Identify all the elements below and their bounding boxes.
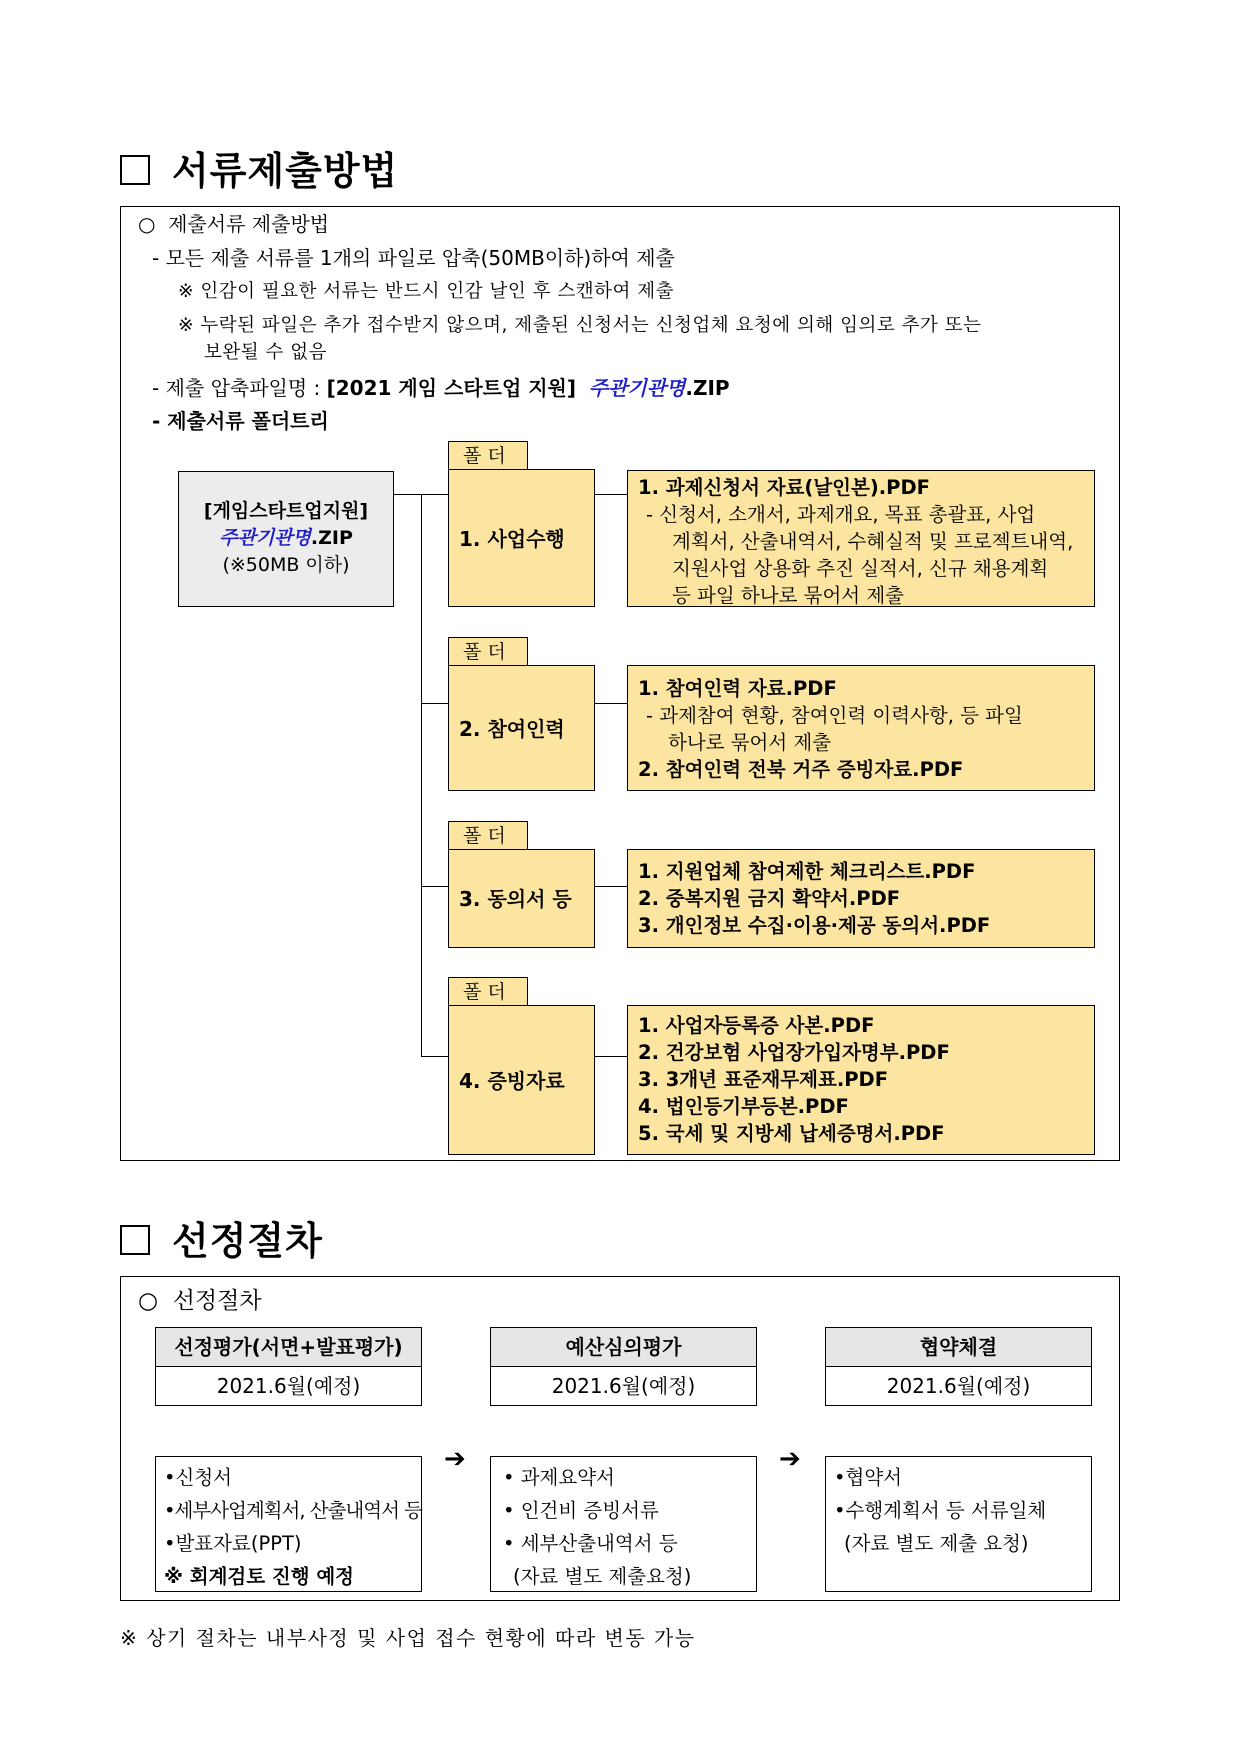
folder-file-connector-4 xyxy=(595,1056,627,1057)
doc-note: ※ 회계검토 진행 예정 xyxy=(164,1565,355,1588)
arrow-right-icon: ➔ xyxy=(779,1444,801,1474)
doc-item: • 과제요약서 xyxy=(503,1466,615,1489)
file-item: 1. 참여인력 자료.PDF xyxy=(638,677,837,700)
file-item: 4. 법인등기부등본.PDF xyxy=(638,1095,849,1118)
section-title-selection xyxy=(120,1210,323,1265)
folder-file-connector-3 xyxy=(595,886,627,887)
doc-item: • 세부산출내역서 등 xyxy=(503,1532,678,1555)
branch-connector-3 xyxy=(421,886,448,887)
stage-docs-evaluation xyxy=(155,1456,422,1592)
zip-filename-line: - 제출 압축파일명 : [2021 게임 스타트업 지원] 주관기관명.ZIP xyxy=(152,376,730,400)
folder-file-connector-1 xyxy=(595,494,627,495)
file-item: 5. 국세 및 지방세 납세증명서.PDF xyxy=(638,1122,945,1145)
file-item: 2. 참여인력 전북 거주 증빙자료.PDF xyxy=(638,758,964,781)
tree-trunk-line xyxy=(421,494,422,1056)
checkbox-square-icon xyxy=(120,155,150,185)
doc-item: •신청서 xyxy=(164,1466,233,1489)
note-missing-files: ※ 누락된 파일은 추가 접수받지 않으며, 제출된 신청서는 신청업체 요청에 의해 임의로 추가 또는 xyxy=(178,315,982,336)
file-desc: - 신청서, 소개서, 과제개요, 목표 총괄표, 사업 xyxy=(646,503,1036,526)
files-evidence xyxy=(627,1005,1095,1155)
selection-heading: ○ 선정절차 xyxy=(138,1288,262,1314)
file-item: 2. 중복지원 금지 확약서.PDF xyxy=(638,887,901,910)
note-missing-files-cont: 보완될 수 없음 xyxy=(204,342,327,363)
files-consent xyxy=(627,849,1095,948)
branch-connector-2 xyxy=(421,703,448,704)
folder-tab: 폴 더 xyxy=(448,977,528,1007)
folder-tree-label: - 제출서류 폴더트리 xyxy=(152,409,329,433)
arrow-right-icon: ➔ xyxy=(444,1444,466,1474)
doc-note: (자료 별도 제출 요청) xyxy=(844,1532,1029,1555)
file-item: 1. 사업자등록증 사본.PDF xyxy=(638,1014,875,1037)
stage-header-budget: 예산심의평가 xyxy=(490,1327,757,1367)
file-item: 2. 건강보험 사업장가입자명부.PDF xyxy=(638,1041,950,1064)
folder-evidence: 4. 증빙자료 xyxy=(448,1005,595,1155)
stage-docs-budget xyxy=(490,1456,757,1592)
doc-item: •발표자료(PPT) xyxy=(164,1532,302,1555)
file-desc: 계획서, 산출내역서, 수혜실적 및 프로젝트내역, xyxy=(672,530,1074,553)
checkbox-square-icon xyxy=(120,1225,150,1255)
stage-docs-agreement xyxy=(825,1456,1092,1592)
section-title-text: 서류제출방법 xyxy=(172,149,399,193)
file-desc: 지원사업 상용화 추진 실적서, 신규 채용계획 xyxy=(672,557,1049,580)
selection-footnote: ※ 상기 절차는 내부사정 및 사업 접수 현황에 따라 변동 가능 xyxy=(120,1626,696,1650)
file-item: 1. 과제신청서 자료(날인본).PDF xyxy=(638,476,930,499)
stage-header-evaluation: 선정평가(서면+발표평가) xyxy=(155,1327,422,1367)
folder-business: 1. 사업수행 xyxy=(448,469,595,607)
folder-consent: 3. 동의서 등 xyxy=(448,849,595,948)
doc-item: •협약서 xyxy=(834,1466,903,1489)
section-title-text: 선정절차 xyxy=(172,1219,323,1263)
section-title-submission xyxy=(120,140,398,195)
file-item: 3. 3개년 표준재무제표.PDF xyxy=(638,1068,889,1091)
branch-connector-4 xyxy=(421,1056,448,1057)
file-desc: 하나로 묶어서 제출 xyxy=(668,731,832,754)
file-item: 1. 지원업체 참여제한 체크리스트.PDF xyxy=(638,860,976,883)
folder-file-connector-2 xyxy=(595,703,627,704)
root-zip-box: [게임스타트업지원] 주관기관명.ZIP (※50MB 이하) xyxy=(178,471,394,607)
submission-line-compress: - 모든 제출 서류를 1개의 파일로 압축(50MB이하)하여 제출 xyxy=(152,246,675,270)
submission-heading: ○ 제출서류 제출방법 xyxy=(138,212,330,236)
doc-item: •수행계획서 등 서류일체 xyxy=(834,1499,1047,1522)
file-desc: - 과제참여 현황, 참여인력 이력사항, 등 파일 xyxy=(646,704,1023,727)
folder-personnel: 2. 참여인력 xyxy=(448,665,595,791)
file-desc: 등 파일 하나로 묶어서 제출 xyxy=(672,584,905,607)
note-seal: ※ 인감이 필요한 서류는 반드시 인감 날인 후 스캔하여 제출 xyxy=(178,281,674,302)
folder-tab: 폴 더 xyxy=(448,441,528,471)
doc-item: •세부사업계획서, 산출내역서 등 xyxy=(164,1499,422,1522)
folder-tab: 폴 더 xyxy=(448,637,528,667)
doc-note: (자료 별도 제출요청) xyxy=(513,1565,692,1588)
stage-header-agreement: 협약체결 xyxy=(825,1327,1092,1367)
files-business xyxy=(627,470,1095,607)
circle-bullet-icon: ○ xyxy=(138,212,156,236)
circle-bullet-icon: ○ xyxy=(138,1288,159,1314)
doc-item: • 인건비 증빙서류 xyxy=(503,1499,659,1522)
stage-date: 2021.6월(예정) xyxy=(490,1367,757,1406)
file-item: 3. 개인정보 수집·이용·제공 동의서.PDF xyxy=(638,914,991,937)
folder-tab: 폴 더 xyxy=(448,821,528,851)
files-personnel xyxy=(627,665,1095,791)
stage-date: 2021.6월(예정) xyxy=(825,1367,1092,1406)
stage-date: 2021.6월(예정) xyxy=(155,1367,422,1406)
